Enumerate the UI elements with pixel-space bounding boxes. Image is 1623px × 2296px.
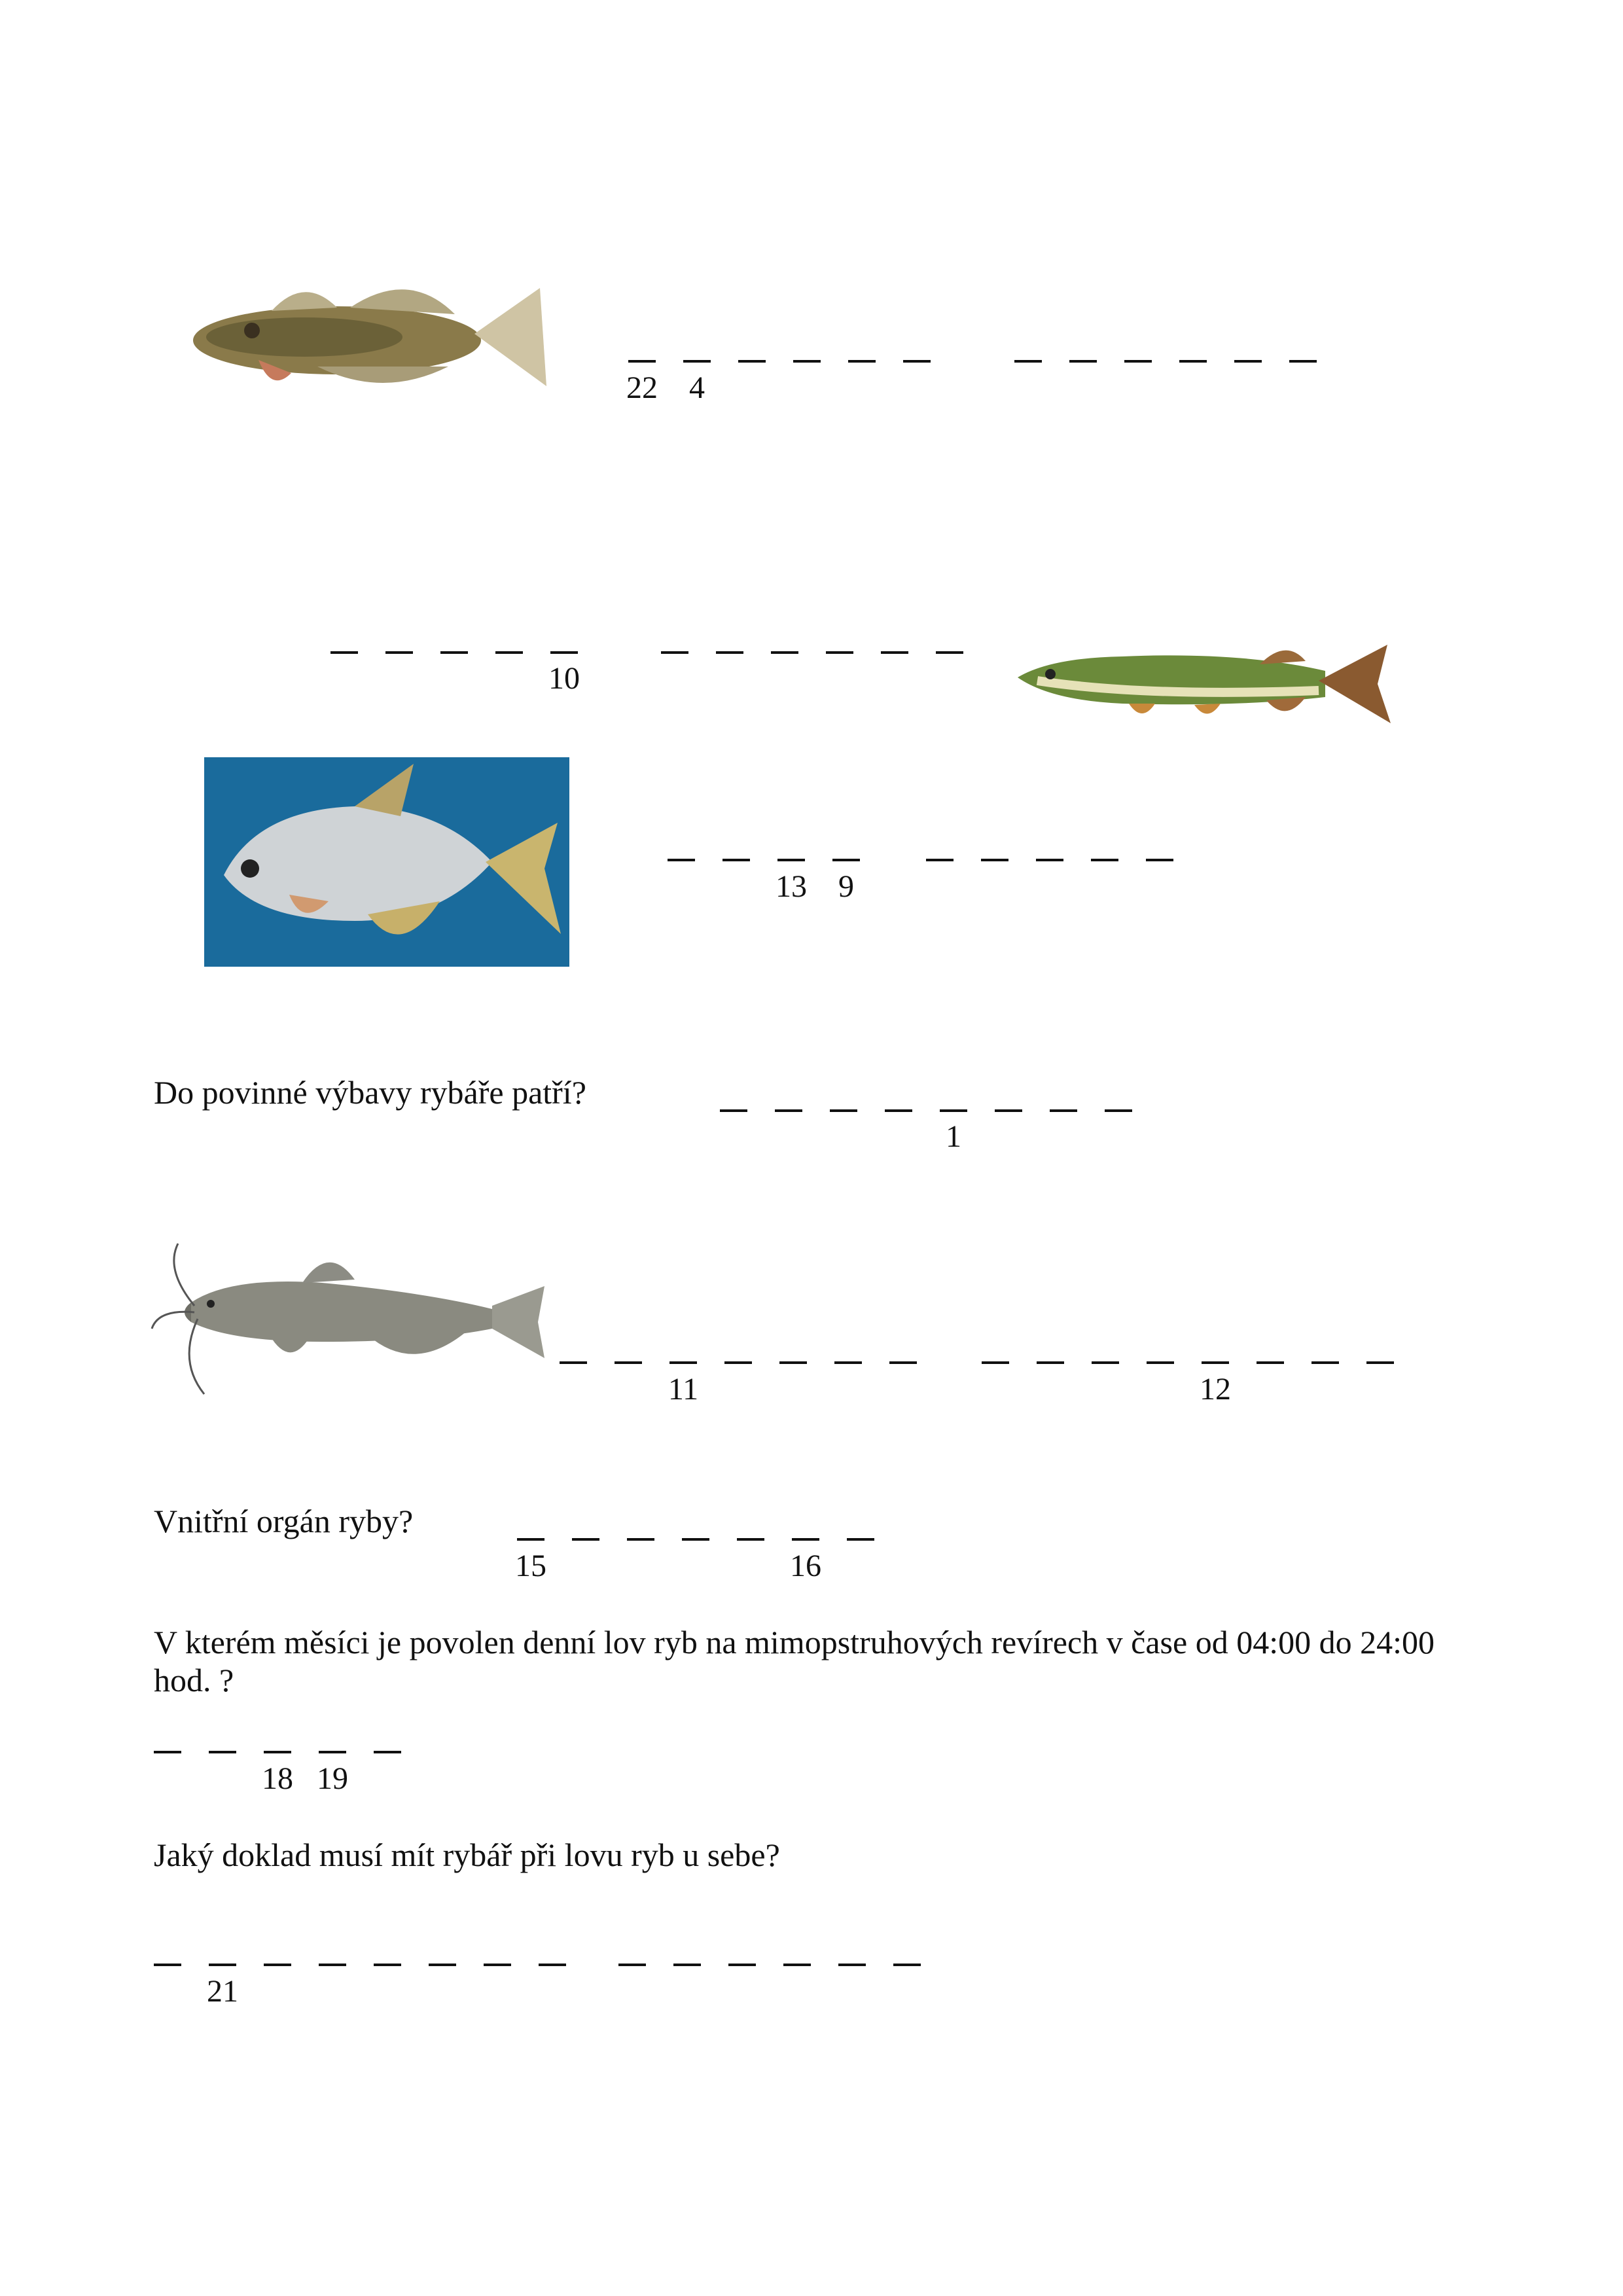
answer-blank[interactable] <box>792 1538 819 1541</box>
answer-blank[interactable] <box>903 360 931 363</box>
answer-blank[interactable] <box>374 1964 401 1966</box>
answer-blank[interactable] <box>1069 360 1097 363</box>
answer-blank[interactable] <box>618 1964 646 1966</box>
letter-index-number: 4 <box>689 370 705 405</box>
answer-blank[interactable] <box>1050 1109 1077 1112</box>
answer-blank[interactable] <box>319 1751 346 1753</box>
answer-blank[interactable] <box>738 360 766 363</box>
answer-blank[interactable] <box>893 1964 921 1966</box>
answer-blank[interactable] <box>716 651 743 654</box>
answer-blank[interactable] <box>1202 1361 1229 1364</box>
letter-index-number: 19 <box>317 1761 348 1796</box>
answer-blank[interactable] <box>628 360 656 363</box>
goby-fish-image <box>173 262 553 419</box>
letter-index-number: 22 <box>626 370 658 405</box>
answer-blank[interactable] <box>1234 360 1262 363</box>
answer-blank[interactable] <box>385 651 413 654</box>
answer-blank[interactable] <box>926 859 954 861</box>
answer-blank[interactable] <box>936 651 963 654</box>
question-document: Jaký doklad musí mít rybář při lovu ryb u sebe? <box>154 1837 780 1873</box>
letter-index-number: 10 <box>548 661 580 696</box>
answer-blank[interactable] <box>848 360 876 363</box>
answer-blank[interactable] <box>560 1361 587 1364</box>
answer-blank[interactable] <box>682 1538 709 1541</box>
answer-blank[interactable] <box>981 859 1008 861</box>
answer-blank[interactable] <box>940 1109 967 1112</box>
question-equipment: Do povinné výbavy rybáře patří? <box>154 1074 586 1111</box>
answer-blank[interactable] <box>1091 859 1118 861</box>
answer-blank[interactable] <box>1257 1361 1284 1364</box>
answer-blank[interactable] <box>330 651 358 654</box>
answer-blank[interactable] <box>783 1964 811 1966</box>
answer-blank[interactable] <box>995 1109 1022 1112</box>
question-organ: Vnitřní orgán ryby? <box>154 1503 414 1539</box>
answer-blank[interactable] <box>1311 1361 1339 1364</box>
letter-index-number: 18 <box>262 1761 293 1796</box>
answer-blank[interactable] <box>627 1538 654 1541</box>
catfish-image <box>152 1230 551 1401</box>
answer-blank[interactable] <box>154 1751 181 1753</box>
answer-blank[interactable] <box>264 1964 291 1966</box>
answer-blank[interactable] <box>771 651 798 654</box>
answer-blank[interactable] <box>264 1751 291 1753</box>
answer-blank[interactable] <box>830 1109 857 1112</box>
answer-blank[interactable] <box>550 651 578 654</box>
answer-blank[interactable] <box>775 1109 802 1112</box>
letter-index-number: 21 <box>207 1974 238 2009</box>
answer-blank[interactable] <box>374 1751 401 1753</box>
answer-blank[interactable] <box>838 1964 866 1966</box>
answer-blank[interactable] <box>1366 1361 1394 1364</box>
answer-blank[interactable] <box>539 1964 566 1966</box>
answer-blank[interactable] <box>1146 859 1173 861</box>
letter-index-number: 1 <box>946 1119 961 1154</box>
answer-blank[interactable] <box>737 1538 764 1541</box>
letter-index-number: 12 <box>1200 1372 1231 1407</box>
answer-blank[interactable] <box>728 1964 756 1966</box>
answer-blank[interactable] <box>779 1361 807 1364</box>
answer-blank[interactable] <box>847 1538 874 1541</box>
answer-blank[interactable] <box>1147 1361 1174 1364</box>
letter-index-number: 16 <box>790 1549 821 1583</box>
answer-blank[interactable] <box>793 360 821 363</box>
answer-blank[interactable] <box>1179 360 1207 363</box>
answer-blank[interactable] <box>429 1964 456 1966</box>
letter-index-number: 9 <box>838 869 854 904</box>
answer-blank[interactable] <box>1037 1361 1064 1364</box>
letter-index-number: 15 <box>515 1549 546 1583</box>
pike-fish-image <box>1011 625 1397 736</box>
answer-blank[interactable] <box>1092 1361 1119 1364</box>
answer-blank[interactable] <box>495 651 523 654</box>
answer-blank[interactable] <box>673 1964 701 1966</box>
letter-index-number: 13 <box>776 869 807 904</box>
catfish-icon <box>152 1244 544 1394</box>
answer-blank[interactable] <box>668 859 695 861</box>
answer-blank[interactable] <box>885 1109 912 1112</box>
answer-blank[interactable] <box>209 1964 236 1966</box>
answer-blank[interactable] <box>319 1964 346 1966</box>
answer-blank[interactable] <box>154 1964 181 1966</box>
answer-blank[interactable] <box>209 1751 236 1753</box>
letter-index-number: 11 <box>668 1372 699 1407</box>
answer-blank[interactable] <box>881 651 908 654</box>
answer-blank[interactable] <box>572 1538 599 1541</box>
answer-blank[interactable] <box>1036 859 1063 861</box>
answer-blank[interactable] <box>440 651 468 654</box>
answer-blank[interactable] <box>777 859 805 861</box>
answer-blank[interactable] <box>722 859 750 861</box>
answer-blank[interactable] <box>669 1361 697 1364</box>
answer-blank[interactable] <box>1105 1109 1132 1112</box>
answer-blank[interactable] <box>826 651 853 654</box>
bream-fish-image <box>204 757 569 967</box>
answer-blank[interactable] <box>1124 360 1152 363</box>
goby-fish-icon <box>193 288 546 386</box>
answer-blank[interactable] <box>724 1361 752 1364</box>
answer-blank[interactable] <box>832 859 860 861</box>
answer-blank[interactable] <box>683 360 711 363</box>
answer-blank[interactable] <box>720 1109 747 1112</box>
pike-fish-icon <box>1018 645 1391 723</box>
answer-blank[interactable] <box>1014 360 1042 363</box>
answer-blank[interactable] <box>1289 360 1317 363</box>
answer-blank[interactable] <box>484 1964 511 1966</box>
answer-blank[interactable] <box>982 1361 1009 1364</box>
answer-blank[interactable] <box>615 1361 642 1364</box>
answer-blank[interactable] <box>834 1361 862 1364</box>
answer-blank[interactable] <box>661 651 688 654</box>
answer-blank[interactable] <box>517 1538 544 1541</box>
answer-blank[interactable] <box>889 1361 917 1364</box>
question-month: V kterém měsíci je povolen denní lov ryb na mimopstruhových revírech v čase od 04:00 do 24:00 hod. ? <box>154 1624 1435 1698</box>
